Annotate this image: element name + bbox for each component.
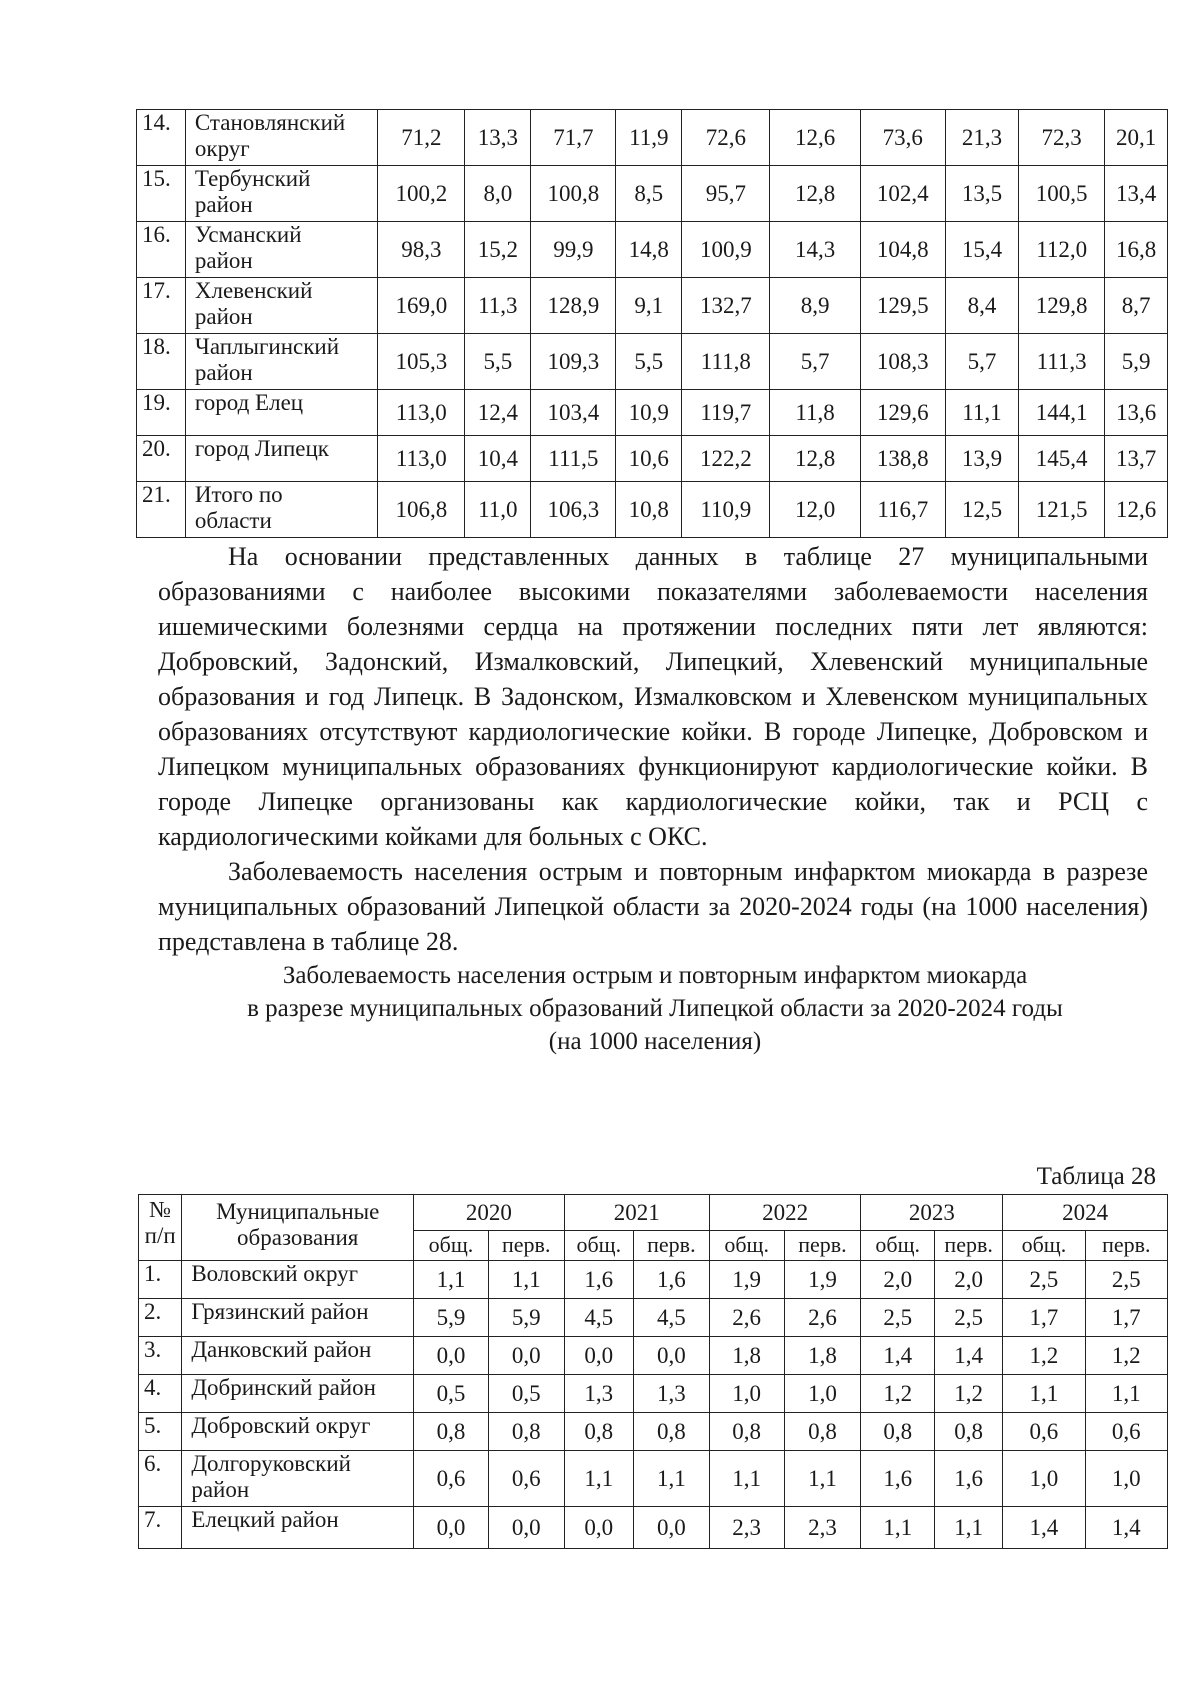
- value-cell: 1,6: [861, 1451, 935, 1507]
- municipality-name: [185, 334, 377, 390]
- municipality-name-line-1: Елецкий район: [191, 1507, 339, 1532]
- municipality-name-line-1: Добринский район: [191, 1375, 376, 1400]
- table-27-continued: [136, 109, 1168, 538]
- value-cell: 11,9: [616, 110, 682, 166]
- row-number: 15.: [137, 166, 186, 222]
- col-header-first: перв.: [935, 1231, 1003, 1261]
- value-cell: 1,1: [633, 1451, 709, 1507]
- row-number: 4.: [139, 1375, 182, 1413]
- table-row: [137, 436, 1168, 482]
- value-cell: 1,4: [1003, 1507, 1085, 1549]
- value-cell: 2,5: [1003, 1261, 1085, 1299]
- municipality-name-line-1: Грязинский район: [191, 1299, 369, 1324]
- col-header-total: общ.: [861, 1231, 935, 1261]
- value-cell: 1,7: [1003, 1299, 1085, 1337]
- municipality-name-line-2: округ: [194, 135, 250, 161]
- value-cell: 1,3: [564, 1375, 633, 1413]
- value-cell: 15,2: [465, 222, 531, 278]
- value-cell: 1,2: [861, 1375, 935, 1413]
- caption-line-3: (на 1000 населения): [548, 1028, 762, 1055]
- value-cell: 0,8: [935, 1413, 1003, 1451]
- municipality-name-line-1: Хлевенский: [194, 278, 313, 303]
- value-cell: 0,8: [861, 1413, 935, 1451]
- value-cell: 13,6: [1105, 390, 1168, 436]
- value-cell: 1,0: [1085, 1451, 1167, 1507]
- value-cell: 0,6: [488, 1451, 564, 1507]
- row-number: 18.: [137, 334, 186, 390]
- value-cell: 12,4: [465, 390, 531, 436]
- value-cell: 0,0: [564, 1507, 633, 1549]
- municipality-name: [182, 1261, 414, 1299]
- table-row: [137, 278, 1168, 334]
- municipality-name-line-1: Тербунский: [194, 166, 311, 191]
- col-header-year: 2020: [414, 1195, 565, 1231]
- value-cell: 1,0: [784, 1375, 861, 1413]
- table-row: [139, 1451, 1168, 1507]
- value-cell: 13,9: [945, 436, 1018, 482]
- table-row: [139, 1337, 1168, 1375]
- col-header-number: № п/п: [139, 1195, 182, 1261]
- col-header-first: перв.: [1085, 1231, 1167, 1261]
- value-cell: 1,6: [564, 1261, 633, 1299]
- value-cell: 8,0: [465, 166, 531, 222]
- col-header-first: перв.: [488, 1231, 564, 1261]
- value-cell: 2,0: [861, 1261, 935, 1299]
- row-number: 21.: [137, 482, 186, 538]
- value-cell: 4,5: [564, 1299, 633, 1337]
- value-cell: 102,4: [860, 166, 945, 222]
- value-cell: 1,9: [784, 1261, 861, 1299]
- value-cell: 1,4: [861, 1337, 935, 1375]
- row-number: 3.: [139, 1337, 182, 1375]
- value-cell: 10,6: [616, 436, 682, 482]
- value-cell: 1,8: [709, 1337, 784, 1375]
- municipality-name-line-1: Долгоруковский: [191, 1451, 351, 1476]
- municipality-name-line-1: Чаплыгинский: [194, 334, 340, 359]
- value-cell: 100,2: [378, 166, 465, 222]
- value-cell: 113,0: [378, 390, 465, 436]
- value-cell: 104,8: [860, 222, 945, 278]
- row-number: 14.: [137, 110, 186, 166]
- municipality-name-line-2: район: [191, 1476, 250, 1502]
- value-cell: 128,9: [531, 278, 616, 334]
- municipality-name-line-1: Воловский округ: [191, 1261, 359, 1286]
- value-cell: 0,0: [633, 1507, 709, 1549]
- value-cell: 8,5: [616, 166, 682, 222]
- col-header-year: 2022: [709, 1195, 861, 1231]
- value-cell: 100,8: [531, 166, 616, 222]
- col-header-first: перв.: [784, 1231, 861, 1261]
- value-cell: 0,8: [414, 1413, 489, 1451]
- value-cell: 71,7: [531, 110, 616, 166]
- value-cell: 0,6: [414, 1451, 489, 1507]
- table-row: [137, 390, 1168, 436]
- value-cell: 2,3: [709, 1507, 784, 1549]
- value-cell: 111,5: [531, 436, 616, 482]
- value-cell: 1,0: [709, 1375, 784, 1413]
- municipality-name: [185, 436, 377, 482]
- value-cell: 11,3: [465, 278, 531, 334]
- municipality-name: [185, 222, 377, 278]
- value-cell: 116,7: [860, 482, 945, 538]
- value-cell: 105,3: [378, 334, 465, 390]
- value-cell: 5,7: [770, 334, 860, 390]
- value-cell: 169,0: [378, 278, 465, 334]
- value-cell: 13,7: [1105, 436, 1168, 482]
- col-header-year: 2021: [564, 1195, 709, 1231]
- table-row: [137, 222, 1168, 278]
- value-cell: 1,4: [935, 1337, 1003, 1375]
- value-cell: 12,0: [770, 482, 860, 538]
- col-header-total: общ.: [564, 1231, 633, 1261]
- value-cell: 72,3: [1019, 110, 1105, 166]
- col-header-year: 2024: [1003, 1195, 1168, 1231]
- table-28-label: Таблица 28: [1036, 1163, 1156, 1190]
- value-cell: 2,6: [784, 1299, 861, 1337]
- value-cell: 71,2: [378, 110, 465, 166]
- value-cell: 110,9: [682, 482, 770, 538]
- row-number: 2.: [139, 1299, 182, 1337]
- value-cell: 0,6: [1085, 1413, 1167, 1451]
- paragraph-conclusions: На основании представленных данных в таблице 27 муниципальными образованиями с наиболее высокими показателями заболеваемости населения ишемическими болезнями сердца на протяжении последних пяти лет являются: Добровский, Задонский, Измалковский, Липецкий, Хлевенский муниципальные образования и год Липецк. В Задонском, Измалковском и Хлевенском муниципальных образованиях отсутствуют кардиологические койки. В городе Липецке, Добровском и Липецком муниципальных образованиях функционируют кардиологические койки. В городе Липецке организованы как кардиологические койки, так и РСЦ с кардиологическими койками для больных с ОКС.: [158, 542, 1148, 851]
- value-cell: 109,3: [531, 334, 616, 390]
- table-row: [137, 110, 1168, 166]
- value-cell: 1,1: [488, 1261, 564, 1299]
- value-cell: 1,6: [633, 1261, 709, 1299]
- value-cell: 1,8: [784, 1337, 861, 1375]
- value-cell: 72,6: [682, 110, 770, 166]
- value-cell: 112,0: [1019, 222, 1105, 278]
- municipality-name-line-2: области: [194, 507, 272, 533]
- value-cell: 8,4: [945, 278, 1018, 334]
- value-cell: 95,7: [682, 166, 770, 222]
- municipality-name-line-1: город Липецк: [194, 436, 329, 461]
- value-cell: 0,0: [488, 1507, 564, 1549]
- caption-line-1: Заболеваемость населения острым и повторным инфарктом миокарда: [282, 962, 1028, 989]
- municipality-name: [185, 390, 377, 436]
- municipality-name-line-2: район: [194, 191, 253, 217]
- value-cell: 21,3: [945, 110, 1018, 166]
- value-cell: 8,9: [770, 278, 860, 334]
- table-row: [139, 1375, 1168, 1413]
- value-cell: 1,2: [1003, 1337, 1085, 1375]
- value-cell: 119,7: [682, 390, 770, 436]
- municipality-name-line-1: Итого по: [194, 482, 283, 507]
- col-header-municipality: Муниципальные образования: [182, 1195, 414, 1261]
- value-cell: 8,7: [1105, 278, 1168, 334]
- row-number: 17.: [137, 278, 186, 334]
- municipality-name-line-2: район: [194, 303, 253, 329]
- value-cell: 9,1: [616, 278, 682, 334]
- col-header-first: перв.: [633, 1231, 709, 1261]
- value-cell: 103,4: [531, 390, 616, 436]
- value-cell: 12,5: [945, 482, 1018, 538]
- value-cell: 1,2: [1085, 1337, 1167, 1375]
- value-cell: 5,5: [465, 334, 531, 390]
- municipality-name: [185, 166, 377, 222]
- municipality-name: [182, 1337, 414, 1375]
- value-cell: 13,5: [945, 166, 1018, 222]
- value-cell: 14,3: [770, 222, 860, 278]
- value-cell: 14,8: [616, 222, 682, 278]
- value-cell: 129,8: [1019, 278, 1105, 334]
- value-cell: 0,0: [633, 1337, 709, 1375]
- municipality-name: [185, 278, 377, 334]
- value-cell: 1,1: [784, 1451, 861, 1507]
- value-cell: 138,8: [860, 436, 945, 482]
- value-cell: 0,8: [564, 1413, 633, 1451]
- value-cell: 1,1: [709, 1451, 784, 1507]
- value-cell: 2,5: [935, 1299, 1003, 1337]
- value-cell: 1,6: [935, 1451, 1003, 1507]
- table-row: [137, 482, 1168, 538]
- value-cell: 0,0: [414, 1507, 489, 1549]
- row-number: 19.: [137, 390, 186, 436]
- municipality-name-line-1: город Елец: [194, 390, 304, 415]
- value-cell: 5,9: [414, 1299, 489, 1337]
- value-cell: 0,5: [488, 1375, 564, 1413]
- municipality-name: [182, 1413, 414, 1451]
- value-cell: 1,9: [709, 1261, 784, 1299]
- value-cell: 5,9: [488, 1299, 564, 1337]
- value-cell: 129,6: [860, 390, 945, 436]
- value-cell: 0,0: [414, 1337, 489, 1375]
- value-cell: 98,3: [378, 222, 465, 278]
- value-cell: 0,8: [633, 1413, 709, 1451]
- col-header-year: 2023: [861, 1195, 1003, 1231]
- table-row: [139, 1299, 1168, 1337]
- value-cell: 12,6: [770, 110, 860, 166]
- value-cell: 1,2: [935, 1375, 1003, 1413]
- municipality-name: [185, 482, 377, 538]
- paragraph-table28-intro: Заболеваемость населения острым и повторным инфарктом миокарда в разрезе муниципальных образований Липецкой области за 2020-2024 годы (на 1000 населения) представлена в таблице 28.: [158, 857, 1148, 956]
- municipality-name: [182, 1507, 414, 1549]
- value-cell: 11,1: [945, 390, 1018, 436]
- value-cell: 108,3: [860, 334, 945, 390]
- municipality-name-line-1: Усманский: [194, 222, 302, 247]
- col-header-total: общ.: [1003, 1231, 1085, 1261]
- value-cell: 0,8: [709, 1413, 784, 1451]
- value-cell: 11,0: [465, 482, 531, 538]
- value-cell: 111,3: [1019, 334, 1105, 390]
- value-cell: 4,5: [633, 1299, 709, 1337]
- value-cell: 5,9: [1105, 334, 1168, 390]
- value-cell: 10,9: [616, 390, 682, 436]
- value-cell: 144,1: [1019, 390, 1105, 436]
- value-cell: 11,8: [770, 390, 860, 436]
- col-header-total: общ.: [414, 1231, 489, 1261]
- value-cell: 111,8: [682, 334, 770, 390]
- value-cell: 5,5: [616, 334, 682, 390]
- table-row: [139, 1507, 1168, 1549]
- value-cell: 2,5: [1085, 1261, 1167, 1299]
- value-cell: 16,8: [1105, 222, 1168, 278]
- value-cell: 2,6: [709, 1299, 784, 1337]
- value-cell: 100,9: [682, 222, 770, 278]
- value-cell: 0,8: [784, 1413, 861, 1451]
- value-cell: 121,5: [1019, 482, 1105, 538]
- value-cell: 13,3: [465, 110, 531, 166]
- municipality-name: [185, 110, 377, 166]
- value-cell: 113,0: [378, 436, 465, 482]
- value-cell: 5,7: [945, 334, 1018, 390]
- value-cell: 1,1: [935, 1507, 1003, 1549]
- municipality-name: [182, 1375, 414, 1413]
- value-cell: 106,8: [378, 482, 465, 538]
- value-cell: 1,1: [1085, 1375, 1167, 1413]
- value-cell: 10,4: [465, 436, 531, 482]
- value-cell: 12,8: [770, 166, 860, 222]
- value-cell: 145,4: [1019, 436, 1105, 482]
- body-text: [158, 539, 1148, 959]
- municipality-name-line-2: район: [194, 359, 253, 385]
- value-cell: 13,4: [1105, 166, 1168, 222]
- caption-line-2: в разрезе муниципальных образований Липецкой области за 2020-2024 годы: [247, 995, 1063, 1022]
- value-cell: 12,6: [1105, 482, 1168, 538]
- value-cell: 20,1: [1105, 110, 1168, 166]
- value-cell: 106,3: [531, 482, 616, 538]
- value-cell: 1,1: [564, 1451, 633, 1507]
- value-cell: 1,7: [1085, 1299, 1167, 1337]
- value-cell: 2,3: [784, 1507, 861, 1549]
- value-cell: 0,8: [488, 1413, 564, 1451]
- value-cell: 129,5: [860, 278, 945, 334]
- table-28-header-row-years: [139, 1195, 1168, 1231]
- value-cell: 1,0: [1003, 1451, 1085, 1507]
- table-row: [139, 1261, 1168, 1299]
- value-cell: 1,3: [633, 1375, 709, 1413]
- table-row: [139, 1413, 1168, 1451]
- row-number: 1.: [139, 1261, 182, 1299]
- table-28-caption: [150, 959, 1160, 1058]
- municipality-name: [182, 1299, 414, 1337]
- municipality-name-line-1: Добровский округ: [191, 1413, 371, 1438]
- row-number: 6.: [139, 1451, 182, 1507]
- value-cell: 1,1: [414, 1261, 489, 1299]
- table-28: [138, 1194, 1168, 1549]
- municipality-name-line-1: Становлянский: [194, 110, 346, 135]
- table-row: [137, 334, 1168, 390]
- municipality-name: [182, 1451, 414, 1507]
- value-cell: 10,8: [616, 482, 682, 538]
- value-cell: 0,6: [1003, 1413, 1085, 1451]
- municipality-name-line-2: район: [194, 247, 253, 273]
- value-cell: 2,5: [861, 1299, 935, 1337]
- row-number: 20.: [137, 436, 186, 482]
- value-cell: 0,5: [414, 1375, 489, 1413]
- value-cell: 73,6: [860, 110, 945, 166]
- value-cell: 12,8: [770, 436, 860, 482]
- value-cell: 0,0: [488, 1337, 564, 1375]
- row-number: 5.: [139, 1413, 182, 1451]
- table-row: [137, 166, 1168, 222]
- value-cell: 2,0: [935, 1261, 1003, 1299]
- value-cell: 1,1: [1003, 1375, 1085, 1413]
- col-header-total: общ.: [709, 1231, 784, 1261]
- value-cell: 122,2: [682, 436, 770, 482]
- value-cell: 100,5: [1019, 166, 1105, 222]
- municipality-name-line-1: Данковский район: [191, 1337, 372, 1362]
- row-number: 7.: [139, 1507, 182, 1549]
- value-cell: 15,4: [945, 222, 1018, 278]
- row-number: 16.: [137, 222, 186, 278]
- value-cell: 99,9: [531, 222, 616, 278]
- value-cell: 1,1: [861, 1507, 935, 1549]
- value-cell: 0,0: [564, 1337, 633, 1375]
- value-cell: 132,7: [682, 278, 770, 334]
- value-cell: 1,4: [1085, 1507, 1167, 1549]
